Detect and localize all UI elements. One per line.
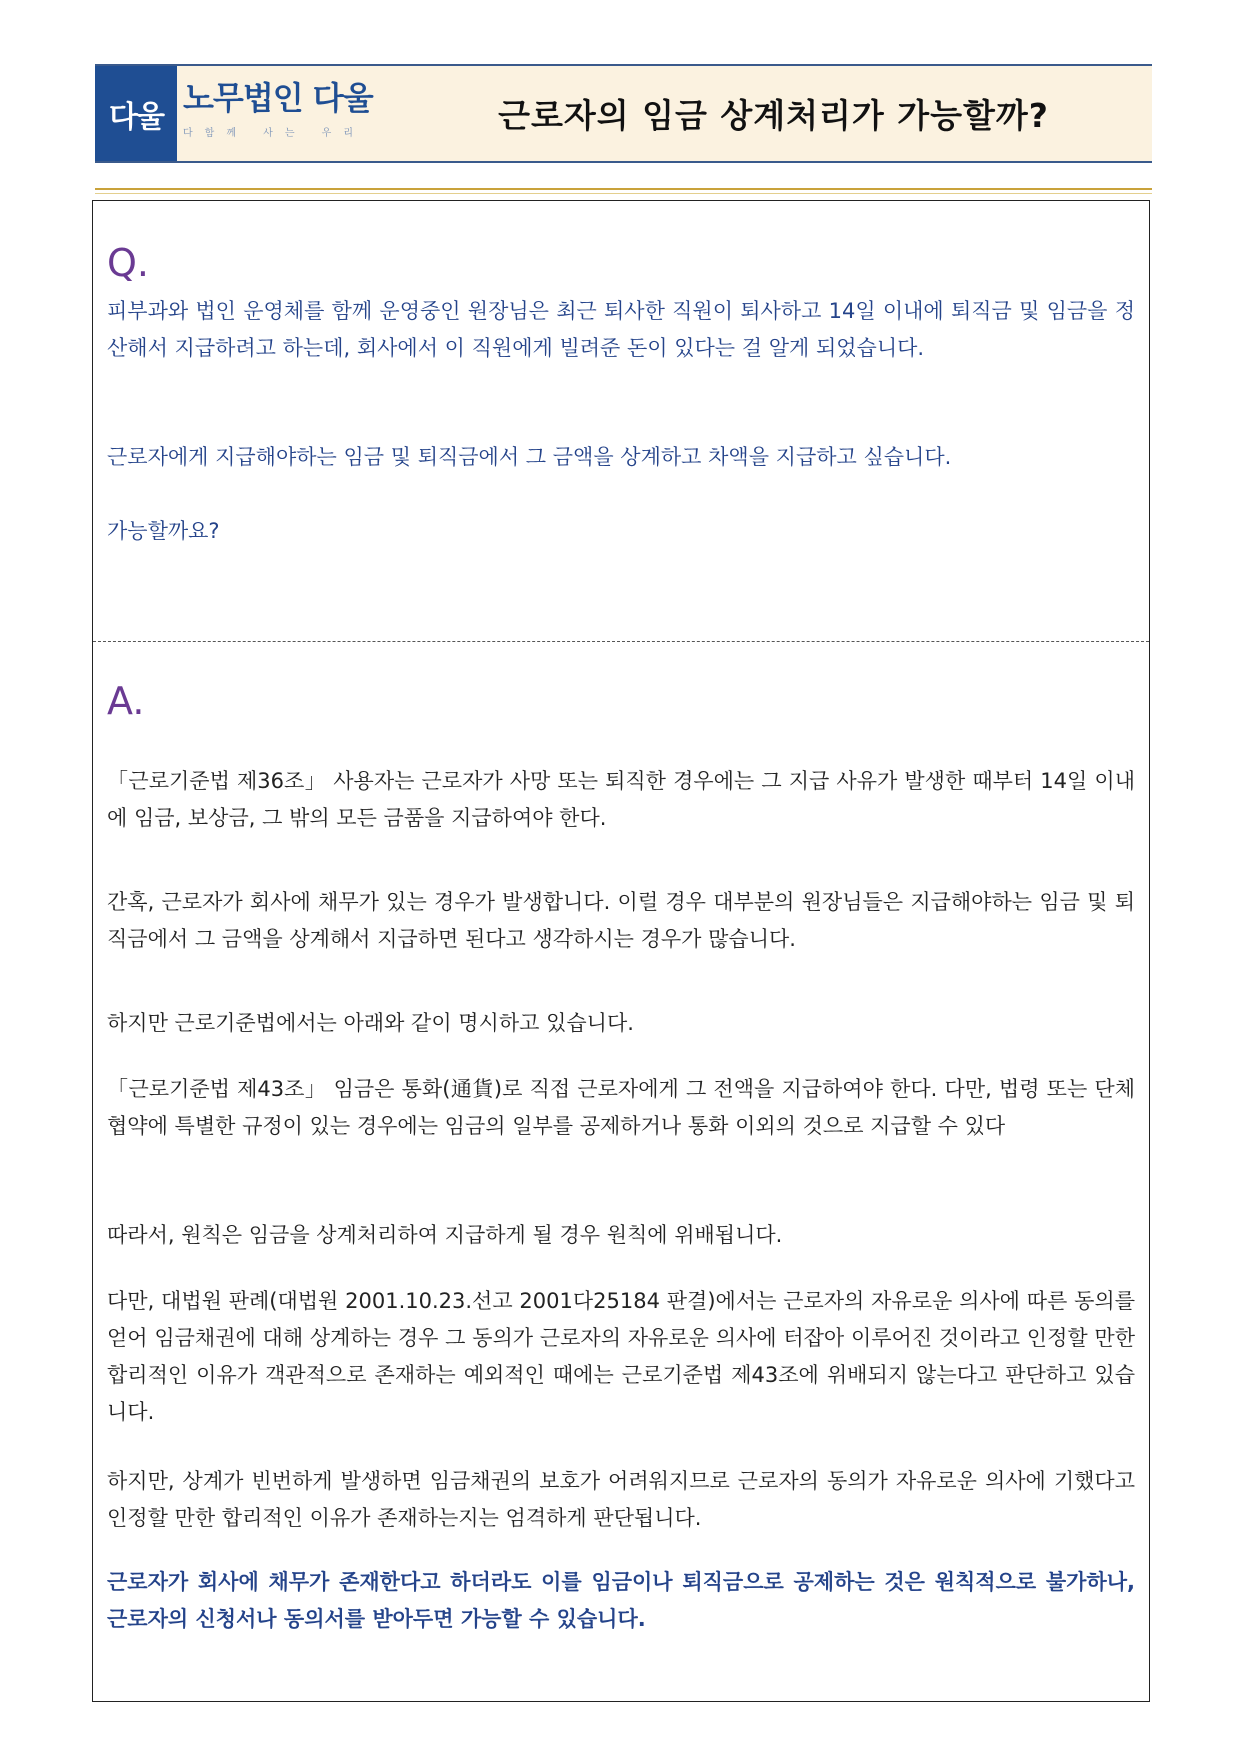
- header-rule-thin: [95, 193, 1152, 194]
- logo-mark-text: 다울: [109, 99, 163, 135]
- answer-paragraph-3: 하지만 근로기준법에서는 아래와 같이 명시하고 있습니다.: [107, 1011, 634, 1035]
- answer-paragraph-4: 「근로기준법 제43조」 임금은 통화(通貨)로 직접 근로자에게 그 전액을 지급하여야 한다. 다만, 법령 또는 단체협약에 특별한 규정이 있는 경우에는 임금의 일부를 공제하거나 통화 이외의 것으로 지급할 수 있다: [107, 1077, 1135, 1138]
- logo-name: 노무법인 다울: [183, 79, 373, 117]
- answer-mark: A.: [107, 679, 145, 723]
- logo-text: [183, 76, 373, 156]
- document-header: [95, 64, 1152, 163]
- logo-tagline: 다함께 사는 우리: [183, 128, 365, 139]
- qa-divider: [93, 641, 1149, 642]
- question-paragraph-1: 피부과와 법인 운영체를 함께 운영중인 원장님은 최근 퇴사한 직원이 퇴사하고 14일 이내에 퇴직금 및 임금을 정산해서 지급하려고 하는데, 회사에서 이 직원에게 빌려준 돈이 있다는 걸 알게 되었습니다.: [107, 299, 1135, 360]
- answer-paragraph-1: 「근로기준법 제36조」 사용자는 근로자가 사망 또는 퇴직한 경우에는 그 지급 사유가 발생한 때부터 14일 이내에 임금, 보상금, 그 밖의 모든 금품을 지급하여야 한다.: [107, 769, 1135, 830]
- answer-paragraph-7: 하지만, 상계가 빈번하게 발생하면 임금채권의 보호가 어려워지므로 근로자의 동의가 자유로운 의사에 기했다고 인정할 만한 합리적인 이유가 존재하는지는 엄격하게 판단됩니다.: [107, 1469, 1135, 1530]
- answer-paragraph-5: 따라서, 원칙은 임금을 상계처리하여 지급하게 될 경우 원칙에 위배됩니다.: [107, 1223, 783, 1247]
- qa-box: [92, 200, 1150, 1702]
- question-mark: Q.: [107, 241, 149, 285]
- question-paragraph-3: 가능할까요?: [107, 519, 220, 543]
- answer-conclusion: 근로자가 회사에 채무가 존재한다고 하더라도 이를 임금이나 퇴직금으로 공제하는 것은 원칙적으로 불가하나, 근로자의 신청서나 동의서를 받아두면 가능할 수 있습니다.: [107, 1570, 1135, 1631]
- question-paragraph-2: 근로자에게 지급해야하는 임금 및 퇴직금에서 그 금액을 상계하고 차액을 지급하고 싶습니다.: [107, 445, 952, 469]
- header-rule: [95, 188, 1152, 190]
- page-title: 근로자의 임금 상계처리가 가능할까?: [498, 96, 1049, 135]
- answer-paragraph-6: 다만, 대법원 판례(대법원 2001.10.23.선고 2001다25184 판결)에서는 근로자의 자유로운 의사에 따른 동의를 얻어 임금채권에 대해 상계하는 경우 그 동의가 근로자의 자유로운 의사에 터잡아 이루어진 것이라고 인정할 만한 합리적인 이유가 객관적으로 존재하는 예외적인 때에는 근로기준법 제43조에 위배되지 않는다고 판단하고 있습니다.: [107, 1289, 1135, 1424]
- answer-paragraph-2: 간혹, 근로자가 회사에 채무가 있는 경우가 발생합니다. 이럴 경우 대부분의 원장님들은 지급해야하는 임금 및 퇴직금에서 그 금액을 상계해서 지급하면 된다고 생각하시는 경우가 많습니다.: [107, 890, 1135, 951]
- logo-mark: [95, 66, 177, 161]
